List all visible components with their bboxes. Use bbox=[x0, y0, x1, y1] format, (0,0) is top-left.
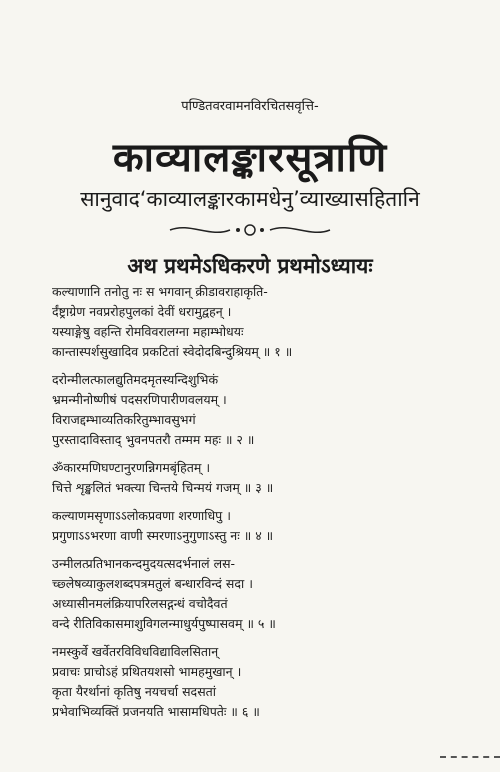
verse-line: पुरस्तादाविस्ताद् भुवनपतरौ तम्मम महः ॥ २ ॥ bbox=[52, 432, 255, 447]
ornament-divider-icon bbox=[150, 222, 350, 238]
verse-line: भ्रमन्मीनोष्णीषं पदसरणिपारीणवलयम् । bbox=[52, 392, 227, 407]
verse-line: नमस्कुर्वे खर्वेतरविविधविद्याविलसितान् bbox=[52, 644, 219, 659]
verse-line: कृता यैरर्थानां कृतिषु नयचर्चा सदसतां bbox=[52, 684, 217, 699]
verse-line: प्रगुणाऽऽभरणा वाणी स्मरणाऽनुगुणाऽस्तु नः ॥ ४ ॥ bbox=[52, 528, 274, 543]
page-edge-mark bbox=[440, 756, 500, 761]
verse-line: उन्मीलत्प्रतिभानकन्दमुदयत्सदर्भनालं लस- bbox=[52, 556, 236, 571]
verse-line: दरोन्मीलत्फालद्युतिमदमृतस्यन्दिशुभिकं bbox=[52, 372, 219, 387]
verse-line: कान्तास्पर्शसुखादिव प्रकटितां स्वेदोदबिन्दुश्रियम् ॥ १ ॥ bbox=[52, 344, 293, 359]
verse-line: र्दंष्ट्राग्रेण नवप्ररोहपुलकां देवीं धरामुद्वहन् । bbox=[52, 304, 232, 319]
verse-line: ॐकारमणिघण्टानुरणन्निगमबृंहितम् । bbox=[52, 460, 211, 475]
verse-line: विराजद्दम्भाव्यतिकरितुम्भावसुभगं bbox=[52, 412, 196, 427]
verse-line: कल्याणानि तनोतु नः स भगवान् क्रीडावराहाकृति- bbox=[52, 284, 268, 299]
verse-line: कल्याणमसृणाऽऽलोकप्रवणा शरणाधिपु । bbox=[52, 508, 231, 523]
verse-line: प्रभेवाभिव्यक्तिं प्रजनयति भासामधिपतेः ॥ ६ ॥ bbox=[52, 704, 260, 719]
verse-line: च्छ्लेषव्याकुलशब्दपत्रमतुलं बन्धारविन्दं सदा । bbox=[52, 576, 253, 591]
verse-line: वन्दे रीतिविकासमाशुविगलन्माधुर्यपुष्पासवम् ॥ ५ ॥ bbox=[52, 616, 276, 631]
chapter-heading: अथ प्रथमेऽधिकरणे प्रथमोऽध्यायः bbox=[127, 254, 373, 278]
book-tagline: सानुवाद‘काव्यालङ्कारकामधेनु’व्याख्यासहितानि bbox=[80, 187, 420, 211]
verse-line: प्रवाचः प्राचोऽहं प्रथितयशसो भामहमुखान् । bbox=[52, 664, 242, 679]
book-title: काव्यालङ्कारसूत्राणि bbox=[112, 135, 388, 181]
verse-line: चित्ते शृङ्खलितं भक्त्या चिन्तये चिन्मयं गजम् ॥ ३ ॥ bbox=[52, 480, 274, 495]
verse-line: अध्यासीनमलंक्रियापरिलसद्गन्धं वचोदैवतं bbox=[52, 596, 228, 611]
verse-line: यस्याङ्गेषु वहन्ति रोमविवरालग्ना महाम्भोधयः bbox=[52, 324, 244, 339]
book-subtitle: पण्डितवरवामनविरचितसवृत्ति- bbox=[181, 99, 319, 114]
